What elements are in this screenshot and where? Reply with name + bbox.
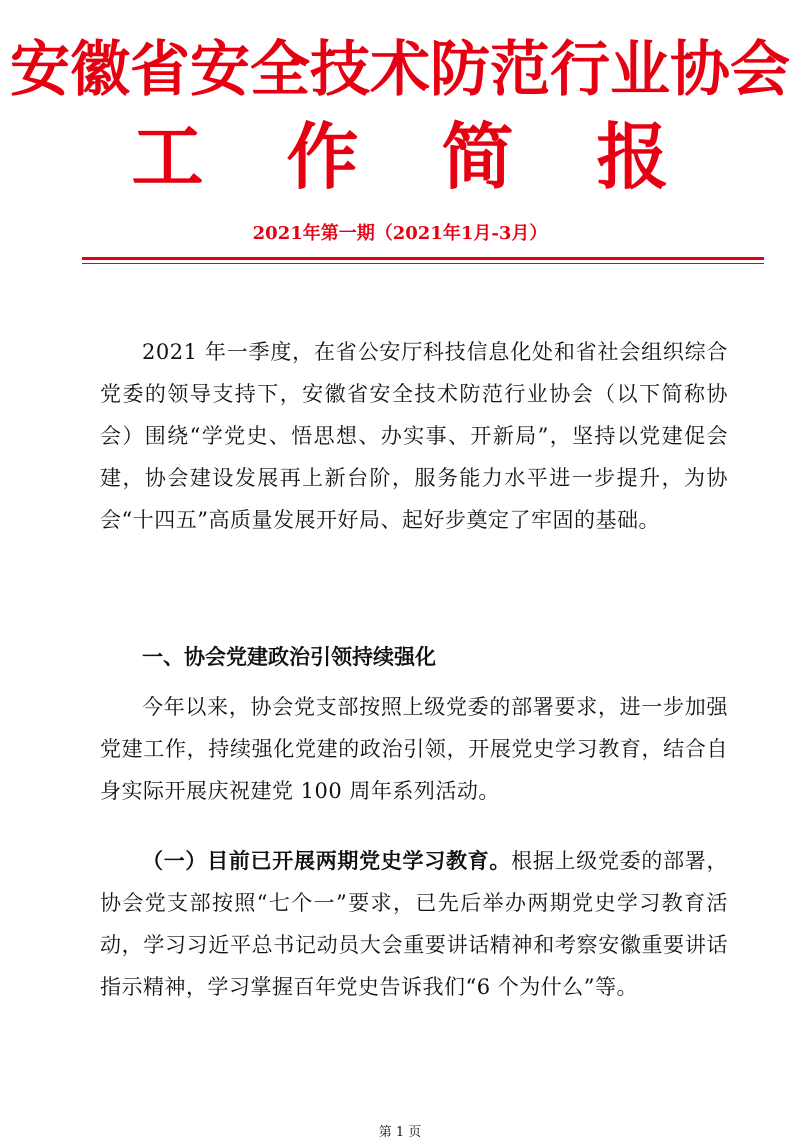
header-divider-thick bbox=[82, 257, 764, 260]
org-title: 安徽省安全技术防范行业协会 bbox=[10, 35, 790, 105]
bulletin-char: 报 bbox=[596, 114, 669, 199]
intro-paragraph: 2021 年一季度，在省公安厅科技信息化处和省社会组织综合党委的领导支持下，安徽省安全技术防范行业协会（以下简称协会）围绕“学党史、悟思想、办实事、开新局”，坚持以党建促会建，协会建设发展再上新台阶，服务能力水平进一步提升，为协会“十四五”高质量发展开好局、起好步奠定了牢固的基础。 bbox=[100, 340, 728, 532]
page-number: 第 1 页 bbox=[378, 1125, 422, 1140]
bulletin-char: 简 bbox=[441, 114, 514, 199]
subsection-heading: （一）目前已开展两期党史学习教育。 bbox=[142, 849, 512, 873]
bulletin-char: 工 bbox=[131, 114, 204, 199]
bulletin-title bbox=[0, 114, 800, 199]
subsection-paragraph bbox=[100, 840, 728, 1008]
section-heading: 一、协会党建政治引领持续强化 bbox=[142, 645, 436, 669]
issue-line: 2021年第一期（2021年1月-3月） bbox=[252, 223, 548, 244]
section-paragraph: 今年以来，协会党支部按照上级党委的部署要求，进一步加强党建工作，持续强化党建的政治引领，开展党史学习教育，结合自身实际开展庆祝建党 100 周年系列活动。 bbox=[100, 695, 728, 803]
bulletin-char: 作 bbox=[286, 114, 359, 199]
subsection-text: 根据上级党委的部署，协会党支部按照“七个一”要求，已先后举办两期党史学习教育活动，学习习近平总书记动员大会重要讲话精神和考察安徽重要讲话指示精神，学习掌握百年党史告诉我们“6 个为什么”等。 bbox=[100, 849, 729, 999]
header-divider-thin bbox=[82, 263, 764, 264]
